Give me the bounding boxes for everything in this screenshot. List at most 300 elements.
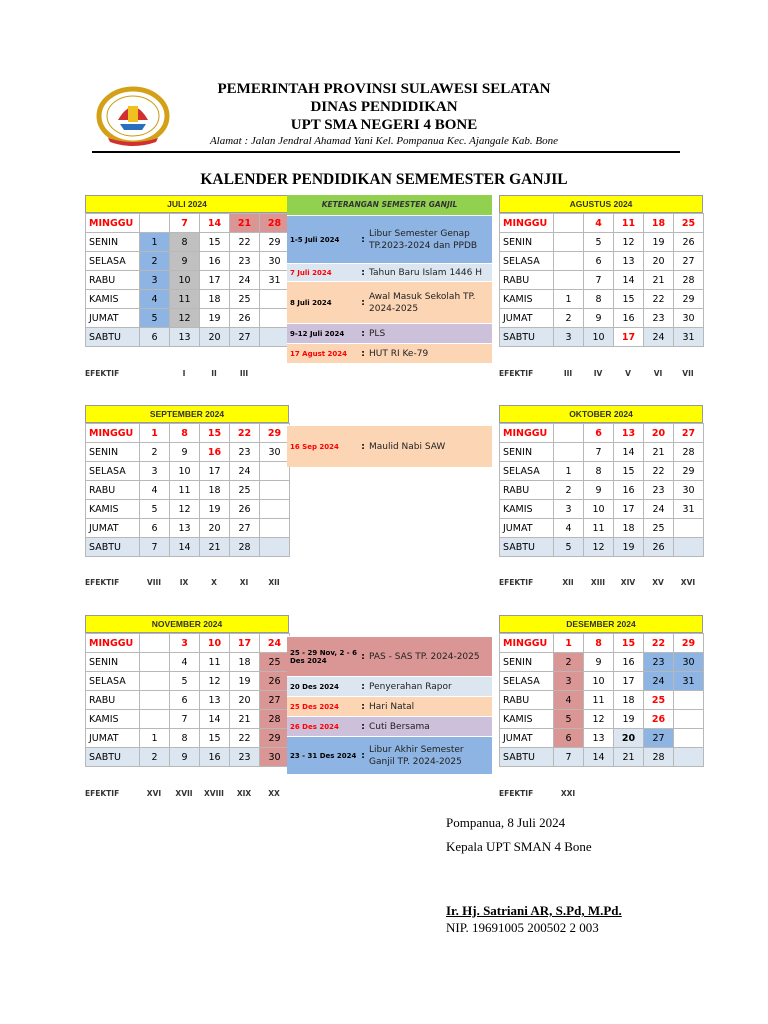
legend-colon: : bbox=[361, 348, 365, 359]
effective-week-number: X bbox=[211, 578, 217, 587]
week-row bbox=[500, 443, 704, 462]
date-cell bbox=[674, 519, 704, 538]
week-row bbox=[86, 252, 290, 271]
weekday-label: RABU bbox=[500, 481, 554, 500]
effective-label: EFEKTIF bbox=[85, 578, 120, 587]
date-cell: 10 bbox=[584, 500, 614, 519]
date-cell: 20 bbox=[644, 252, 674, 271]
date-cell bbox=[554, 233, 584, 252]
effective-label: EFEKTIF bbox=[499, 578, 534, 587]
date-cell: 31 bbox=[674, 500, 704, 519]
effective-weeks-row bbox=[499, 789, 583, 798]
month-title: NOVEMBER 2024 bbox=[85, 615, 289, 633]
date-cell: 7 bbox=[584, 443, 614, 462]
legend-description: Penyerahan Rapor bbox=[369, 681, 452, 692]
week-row bbox=[86, 653, 290, 672]
effective-week-number: III bbox=[239, 369, 249, 378]
weekday-label: KAMIS bbox=[86, 290, 140, 309]
weekday-label: JUMAT bbox=[86, 309, 140, 328]
date-cell: 8 bbox=[584, 634, 614, 653]
week-row bbox=[86, 729, 290, 748]
weekday-label: SABTU bbox=[500, 328, 554, 347]
government-name: PEMERINTAH PROVINSI SULAWESI SELATAN bbox=[217, 81, 551, 97]
date-cell: 12 bbox=[584, 710, 614, 729]
date-cell: 3 bbox=[554, 500, 584, 519]
date-cell: 1 bbox=[554, 462, 584, 481]
date-cell: 6 bbox=[170, 691, 200, 710]
weekday-label: SENIN bbox=[86, 653, 140, 672]
date-cell: 1 bbox=[140, 233, 170, 252]
legend-date: 7 Juli 2024 bbox=[290, 268, 332, 277]
date-cell: 22 bbox=[230, 424, 260, 443]
date-cell: 10 bbox=[200, 634, 230, 653]
date-cell bbox=[554, 252, 584, 271]
weekday-label: SENIN bbox=[86, 233, 140, 252]
date-cell: 15 bbox=[614, 634, 644, 653]
legend-panel bbox=[287, 425, 492, 467]
weekday-label: SENIN bbox=[500, 653, 554, 672]
date-cell: 14 bbox=[584, 748, 614, 767]
date-cell: 16 bbox=[614, 653, 644, 672]
date-cell: 8 bbox=[170, 424, 200, 443]
date-cell bbox=[260, 328, 290, 347]
date-cell: 30 bbox=[260, 748, 290, 767]
date-cell: 26 bbox=[644, 538, 674, 557]
effective-week-number: XVI bbox=[146, 789, 162, 798]
address: Alamat : Jalan Jendral Ahamad Yani Kel. Pompanua Kec. Ajangale Kab. Bone bbox=[209, 135, 559, 147]
date-cell: 6 bbox=[584, 252, 614, 271]
date-cell: 19 bbox=[230, 672, 260, 691]
date-cell: 9 bbox=[170, 748, 200, 767]
weekday-label: JUMAT bbox=[500, 309, 554, 328]
date-cell: 26 bbox=[230, 309, 260, 328]
effective-week-number: VIII bbox=[146, 578, 162, 587]
date-cell: 28 bbox=[230, 538, 260, 557]
date-cell: 3 bbox=[554, 672, 584, 691]
weekday-label: MINGGU bbox=[500, 424, 554, 443]
date-cell: 28 bbox=[674, 443, 704, 462]
legend-panel bbox=[287, 636, 492, 774]
legend-date: 1-5 Juli 2024 bbox=[290, 235, 340, 244]
date-cell: 25 bbox=[260, 653, 290, 672]
date-cell bbox=[260, 538, 290, 557]
date-cell: 16 bbox=[200, 748, 230, 767]
date-cell: 3 bbox=[140, 462, 170, 481]
date-cell bbox=[674, 538, 704, 557]
date-cell: 25 bbox=[644, 519, 674, 538]
weekday-label: SELASA bbox=[86, 252, 140, 271]
date-cell: 18 bbox=[230, 653, 260, 672]
date-cell: 9 bbox=[170, 252, 200, 271]
legend-item bbox=[287, 676, 492, 696]
date-cell: 7 bbox=[170, 710, 200, 729]
date-cell: 28 bbox=[644, 748, 674, 767]
month-grid bbox=[499, 423, 704, 557]
date-cell: 2 bbox=[140, 252, 170, 271]
date-cell: 21 bbox=[230, 710, 260, 729]
week-row bbox=[500, 653, 704, 672]
date-cell: 24 bbox=[230, 271, 260, 290]
effective-week-number: XI bbox=[239, 578, 249, 587]
legend-date: 20 Des 2024 bbox=[290, 682, 339, 691]
legend-description: HUT RI Ke-79 bbox=[369, 348, 429, 359]
date-cell: 12 bbox=[170, 500, 200, 519]
week-row bbox=[86, 233, 290, 252]
effective-week-number: XIII bbox=[590, 578, 606, 587]
date-cell: 10 bbox=[584, 672, 614, 691]
legend-item bbox=[287, 736, 492, 774]
date-cell: 27 bbox=[674, 424, 704, 443]
date-cell: 5 bbox=[584, 233, 614, 252]
legend-item bbox=[287, 323, 492, 343]
date-cell: 20 bbox=[200, 328, 230, 347]
legend-colon: : bbox=[361, 750, 365, 761]
date-cell: 15 bbox=[200, 424, 230, 443]
legend-date: 25 - 29 Nov, 2 - 6 Des 2024 bbox=[290, 648, 357, 665]
date-cell: 15 bbox=[200, 729, 230, 748]
week-row bbox=[86, 710, 290, 729]
date-cell: 2 bbox=[554, 309, 584, 328]
week-row bbox=[86, 462, 290, 481]
effective-week-number: XIV bbox=[620, 578, 636, 587]
effective-weeks-row bbox=[85, 789, 289, 798]
effective-week-number: IX bbox=[179, 578, 189, 587]
week-row bbox=[500, 710, 704, 729]
effective-weeks-row bbox=[499, 578, 703, 587]
effective-label: EFEKTIF bbox=[499, 789, 534, 798]
date-cell: 7 bbox=[584, 271, 614, 290]
legend-colon: : bbox=[361, 234, 365, 245]
month-calendar bbox=[85, 405, 289, 557]
weekday-label: SABTU bbox=[500, 538, 554, 557]
date-cell: 6 bbox=[140, 328, 170, 347]
date-cell: 19 bbox=[200, 500, 230, 519]
date-cell: 23 bbox=[644, 481, 674, 500]
legend-colon: : bbox=[361, 267, 365, 278]
date-cell: 14 bbox=[200, 214, 230, 233]
date-cell: 25 bbox=[644, 691, 674, 710]
date-cell: 31 bbox=[260, 271, 290, 290]
date-cell: 24 bbox=[644, 500, 674, 519]
date-cell: 4 bbox=[140, 481, 170, 500]
date-cell bbox=[674, 748, 704, 767]
signatory-nip: NIP. 19691005 200502 2 003 bbox=[446, 920, 599, 935]
date-cell: 30 bbox=[260, 252, 290, 271]
date-cell: 6 bbox=[554, 729, 584, 748]
date-cell bbox=[140, 691, 170, 710]
date-cell: 29 bbox=[674, 462, 704, 481]
legend-date: 8 Juli 2024 bbox=[290, 298, 332, 307]
effective-week-number: XIX bbox=[236, 789, 252, 798]
date-cell: 18 bbox=[644, 214, 674, 233]
legend-colon: : bbox=[361, 721, 365, 732]
week-row bbox=[86, 328, 290, 347]
date-cell: 26 bbox=[260, 672, 290, 691]
agency-name: DINAS PENDIDIKAN bbox=[310, 99, 458, 115]
weekday-label: SABTU bbox=[86, 748, 140, 767]
date-cell: 19 bbox=[644, 233, 674, 252]
date-cell: 24 bbox=[260, 634, 290, 653]
week-row bbox=[86, 634, 290, 653]
legend-description: Tahun Baru Islam 1446 H bbox=[369, 267, 482, 278]
weekday-label: RABU bbox=[500, 271, 554, 290]
legend-description: Maulid Nabi SAW bbox=[369, 441, 446, 452]
date-cell: 6 bbox=[140, 519, 170, 538]
date-cell bbox=[554, 271, 584, 290]
weekday-label: SABTU bbox=[86, 328, 140, 347]
legend-date: 23 - 31 Des 2024 bbox=[290, 751, 357, 760]
signature-block bbox=[446, 815, 746, 936]
date-cell: 22 bbox=[644, 462, 674, 481]
effective-week-number: VI bbox=[653, 369, 663, 378]
date-cell: 25 bbox=[230, 481, 260, 500]
week-row bbox=[86, 500, 290, 519]
date-cell: 27 bbox=[260, 691, 290, 710]
date-cell: 13 bbox=[200, 691, 230, 710]
weekday-label: SELASA bbox=[500, 462, 554, 481]
date-cell: 5 bbox=[140, 500, 170, 519]
effective-week-number: XXI bbox=[560, 789, 576, 798]
date-cell: 22 bbox=[230, 729, 260, 748]
week-row bbox=[500, 538, 704, 557]
weekday-label: MINGGU bbox=[500, 634, 554, 653]
weekday-label: JUMAT bbox=[500, 519, 554, 538]
school-name: UPT SMA NEGERI 4 BONE bbox=[290, 117, 478, 133]
date-cell: 16 bbox=[614, 309, 644, 328]
legend-colon: : bbox=[361, 701, 365, 712]
month-title: SEPTEMBER 2024 bbox=[85, 405, 289, 423]
date-cell: 17 bbox=[614, 328, 644, 347]
legend-item bbox=[287, 425, 492, 467]
week-row bbox=[500, 634, 704, 653]
effective-week-number: I bbox=[182, 369, 186, 378]
date-cell: 19 bbox=[200, 309, 230, 328]
date-cell: 5 bbox=[554, 538, 584, 557]
month-title: JULI 2024 bbox=[85, 195, 289, 213]
date-cell bbox=[260, 519, 290, 538]
month-calendar bbox=[499, 195, 703, 347]
date-cell: 7 bbox=[170, 214, 200, 233]
legend-description: PAS - SAS TP. 2024-2025 bbox=[369, 651, 480, 662]
legend-colon: : bbox=[361, 681, 365, 692]
week-row bbox=[500, 500, 704, 519]
effective-week-number: V bbox=[625, 369, 631, 378]
date-cell: 26 bbox=[674, 233, 704, 252]
date-cell: 5 bbox=[140, 309, 170, 328]
legend-date: 26 Des 2024 bbox=[290, 722, 339, 731]
weekday-label: MINGGU bbox=[86, 634, 140, 653]
date-cell: 14 bbox=[170, 538, 200, 557]
date-cell bbox=[260, 500, 290, 519]
date-cell: 19 bbox=[614, 538, 644, 557]
weekday-label: RABU bbox=[86, 691, 140, 710]
date-cell: 10 bbox=[170, 271, 200, 290]
date-cell: 8 bbox=[170, 233, 200, 252]
effective-week-number: XV bbox=[652, 578, 664, 587]
effective-week-number: IV bbox=[593, 369, 603, 378]
date-cell: 14 bbox=[614, 443, 644, 462]
week-row bbox=[500, 271, 704, 290]
date-cell bbox=[140, 214, 170, 233]
date-cell bbox=[554, 443, 584, 462]
effective-label: EFEKTIF bbox=[85, 789, 120, 798]
date-cell: 8 bbox=[584, 290, 614, 309]
date-cell: 21 bbox=[200, 538, 230, 557]
date-cell: 13 bbox=[614, 424, 644, 443]
date-cell: 24 bbox=[644, 328, 674, 347]
legend-item bbox=[287, 281, 492, 323]
weekday-label: SABTU bbox=[500, 748, 554, 767]
date-cell: 4 bbox=[170, 653, 200, 672]
legend-heading: KETERANGAN SEMESTER GANJIL bbox=[287, 195, 492, 215]
weekday-label: KAMIS bbox=[500, 500, 554, 519]
date-cell bbox=[554, 424, 584, 443]
weekday-label: RABU bbox=[86, 481, 140, 500]
date-cell bbox=[674, 691, 704, 710]
weekday-label: SABTU bbox=[86, 538, 140, 557]
week-row bbox=[500, 233, 704, 252]
month-grid bbox=[85, 633, 290, 767]
effective-weeks-row bbox=[499, 369, 703, 378]
week-row bbox=[500, 729, 704, 748]
effective-week-number: XX bbox=[268, 789, 280, 798]
date-cell: 27 bbox=[230, 328, 260, 347]
date-cell: 12 bbox=[584, 538, 614, 557]
date-cell: 25 bbox=[230, 290, 260, 309]
date-cell: 25 bbox=[674, 214, 704, 233]
date-cell: 29 bbox=[674, 634, 704, 653]
effective-weeks-row bbox=[85, 369, 259, 378]
week-row bbox=[500, 672, 704, 691]
legend-item bbox=[287, 636, 492, 676]
date-cell: 3 bbox=[170, 634, 200, 653]
month-calendar bbox=[85, 195, 289, 347]
week-row bbox=[500, 481, 704, 500]
week-row bbox=[500, 519, 704, 538]
date-cell bbox=[260, 309, 290, 328]
date-cell: 9 bbox=[584, 309, 614, 328]
date-cell: 9 bbox=[584, 481, 614, 500]
date-cell: 30 bbox=[674, 309, 704, 328]
date-cell: 29 bbox=[674, 290, 704, 309]
date-cell: 21 bbox=[230, 214, 260, 233]
weekday-label: KAMIS bbox=[500, 290, 554, 309]
date-cell: 26 bbox=[230, 500, 260, 519]
date-cell: 17 bbox=[614, 500, 644, 519]
date-cell: 23 bbox=[644, 309, 674, 328]
date-cell: 17 bbox=[200, 271, 230, 290]
date-cell: 12 bbox=[614, 233, 644, 252]
legend-date: 9-12 Juli 2024 bbox=[290, 329, 345, 338]
date-cell: 27 bbox=[230, 519, 260, 538]
date-cell: 7 bbox=[554, 748, 584, 767]
month-title: DESEMBER 2024 bbox=[499, 615, 703, 633]
date-cell: 18 bbox=[200, 481, 230, 500]
date-cell bbox=[140, 634, 170, 653]
date-cell: 3 bbox=[554, 328, 584, 347]
date-cell bbox=[554, 214, 584, 233]
date-cell: 15 bbox=[200, 233, 230, 252]
month-calendar bbox=[85, 615, 289, 767]
date-cell: 18 bbox=[200, 290, 230, 309]
week-row bbox=[500, 214, 704, 233]
legend-panel bbox=[287, 195, 492, 363]
week-row bbox=[86, 214, 290, 233]
date-cell: 19 bbox=[614, 710, 644, 729]
date-cell: 29 bbox=[260, 233, 290, 252]
date-cell: 8 bbox=[584, 462, 614, 481]
date-cell: 30 bbox=[674, 481, 704, 500]
weekday-label: SENIN bbox=[86, 443, 140, 462]
date-cell: 28 bbox=[674, 271, 704, 290]
weekday-label: RABU bbox=[500, 691, 554, 710]
date-cell: 2 bbox=[554, 653, 584, 672]
weekday-label: JUMAT bbox=[86, 519, 140, 538]
date-cell: 1 bbox=[140, 729, 170, 748]
weekday-label: SENIN bbox=[500, 443, 554, 462]
week-row bbox=[86, 271, 290, 290]
legend-colon: : bbox=[361, 297, 365, 308]
date-cell: 2 bbox=[554, 481, 584, 500]
effective-week-number: VII bbox=[682, 369, 694, 378]
date-cell: 21 bbox=[614, 748, 644, 767]
date-cell: 6 bbox=[584, 424, 614, 443]
date-cell: 22 bbox=[644, 634, 674, 653]
legend-colon: : bbox=[361, 441, 365, 452]
legend-description: Libur Akhir Semester Ganjil TP. 2024-2025 bbox=[369, 744, 464, 767]
date-cell: 23 bbox=[230, 252, 260, 271]
date-cell: 27 bbox=[674, 252, 704, 271]
date-cell: 11 bbox=[584, 519, 614, 538]
date-cell: 31 bbox=[674, 328, 704, 347]
date-cell: 20 bbox=[614, 729, 644, 748]
date-cell: 4 bbox=[140, 290, 170, 309]
date-cell: 5 bbox=[170, 672, 200, 691]
date-cell: 12 bbox=[200, 672, 230, 691]
date-cell bbox=[140, 672, 170, 691]
week-row bbox=[86, 481, 290, 500]
date-cell bbox=[260, 481, 290, 500]
week-row bbox=[86, 748, 290, 767]
month-grid bbox=[499, 213, 704, 347]
date-cell: 5 bbox=[554, 710, 584, 729]
date-cell bbox=[260, 462, 290, 481]
legend-description: Awal Masuk Sekolah TP. 2024-2025 bbox=[369, 291, 476, 314]
date-cell: 11 bbox=[170, 290, 200, 309]
month-title: OKTOBER 2024 bbox=[499, 405, 703, 423]
date-cell: 27 bbox=[644, 729, 674, 748]
legend-item bbox=[287, 263, 492, 281]
date-cell: 1 bbox=[554, 634, 584, 653]
date-cell: 11 bbox=[170, 481, 200, 500]
effective-week-number: III bbox=[563, 369, 573, 378]
week-row bbox=[86, 424, 290, 443]
date-cell: 30 bbox=[674, 653, 704, 672]
weekday-label: MINGGU bbox=[500, 214, 554, 233]
date-cell: 24 bbox=[230, 462, 260, 481]
date-cell: 20 bbox=[644, 424, 674, 443]
date-cell: 17 bbox=[200, 462, 230, 481]
legend-description: PLS bbox=[369, 328, 386, 339]
legend-colon: : bbox=[361, 651, 365, 662]
weekday-label: KAMIS bbox=[500, 710, 554, 729]
month-grid bbox=[85, 213, 290, 347]
weekday-label: SELASA bbox=[86, 462, 140, 481]
date-cell: 9 bbox=[170, 443, 200, 462]
week-row bbox=[500, 748, 704, 767]
date-cell: 10 bbox=[170, 462, 200, 481]
date-cell: 14 bbox=[200, 710, 230, 729]
